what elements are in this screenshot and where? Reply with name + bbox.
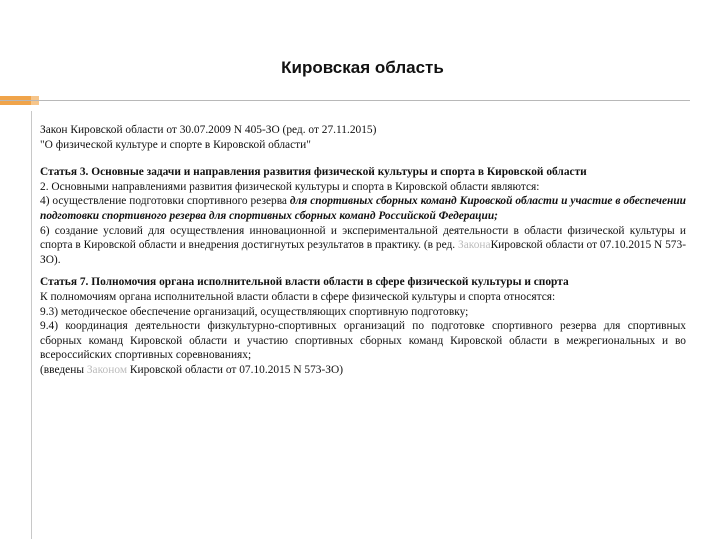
left-margin-line — [31, 111, 32, 539]
law-link[interactable]: Законом — [86, 363, 128, 376]
article-3-item-2: 2. Основными направлениями развития физической культуры и спорта в Кировской области являются: — [40, 180, 540, 193]
article-3-item-4 — [40, 194, 686, 223]
article-3-item-6-end: Кировской области от 07.10.2015 N 573-ЗО). — [40, 239, 686, 266]
article-3-item-6 — [40, 224, 686, 268]
article-3-item-4-emphasis: для спортивных сборных команд Кировской области и участие в обеспечении подготовки спортивного резерва для спортивных сборных команд Российской Федерации; — [40, 195, 686, 222]
article-7-item-9-4: 9.4) координация деятельности физкультурно-спортивных организаций по подготовке спортивного резерва для спортивных сборных команд Кировской области и участию спортивных сборных команд Кировской области в межрегиональных и во всероссийских спортивных соревнованиях; — [40, 320, 686, 362]
law-title-line-1: Закон Кировской области от 30.07.2009 N 405-ЗО (ред. от 27.11.2015) — [40, 124, 377, 136]
article-7-item-9-3: 9.3) методическое обеспечение организаций, осуществляющих спортивную подготовку; — [40, 305, 469, 318]
document-body — [40, 123, 686, 378]
article-7-note-start: (введены — [40, 363, 87, 376]
article-3-heading: Статья 3. Основные задачи и направления развития физической культуры и спорта в Кировской области — [40, 166, 587, 179]
article-7-note-end: Кировской области от 07.10.2015 N 573-ЗО) — [127, 363, 344, 376]
title-divider — [0, 100, 690, 101]
page-title: Кировская область — [281, 58, 444, 77]
law-title-line-2: "О физической культуре и спорте в Кировской области" — [40, 138, 311, 151]
article-7-note — [40, 363, 686, 378]
article-7-intro: К полномочиям органа исполнительной власти области в сфере физической культуры и спорта относятся: — [40, 290, 556, 303]
article-3-item-4-text: 4) осуществление подготовки спортивного резерва — [40, 195, 290, 208]
article-3-item-6-text: 6) создание условий для осуществления инновационной и экспериментальной деятельности в области физической культуры и спорта в Кировской области и внедрения достигнутых результатов в практику. (в ред. — [40, 224, 686, 252]
law-link[interactable]: Закона — [458, 239, 491, 252]
article-7-heading: Статья 7. Полномочия органа исполнительной власти области в сфере физической культуры и спорта — [40, 276, 569, 289]
